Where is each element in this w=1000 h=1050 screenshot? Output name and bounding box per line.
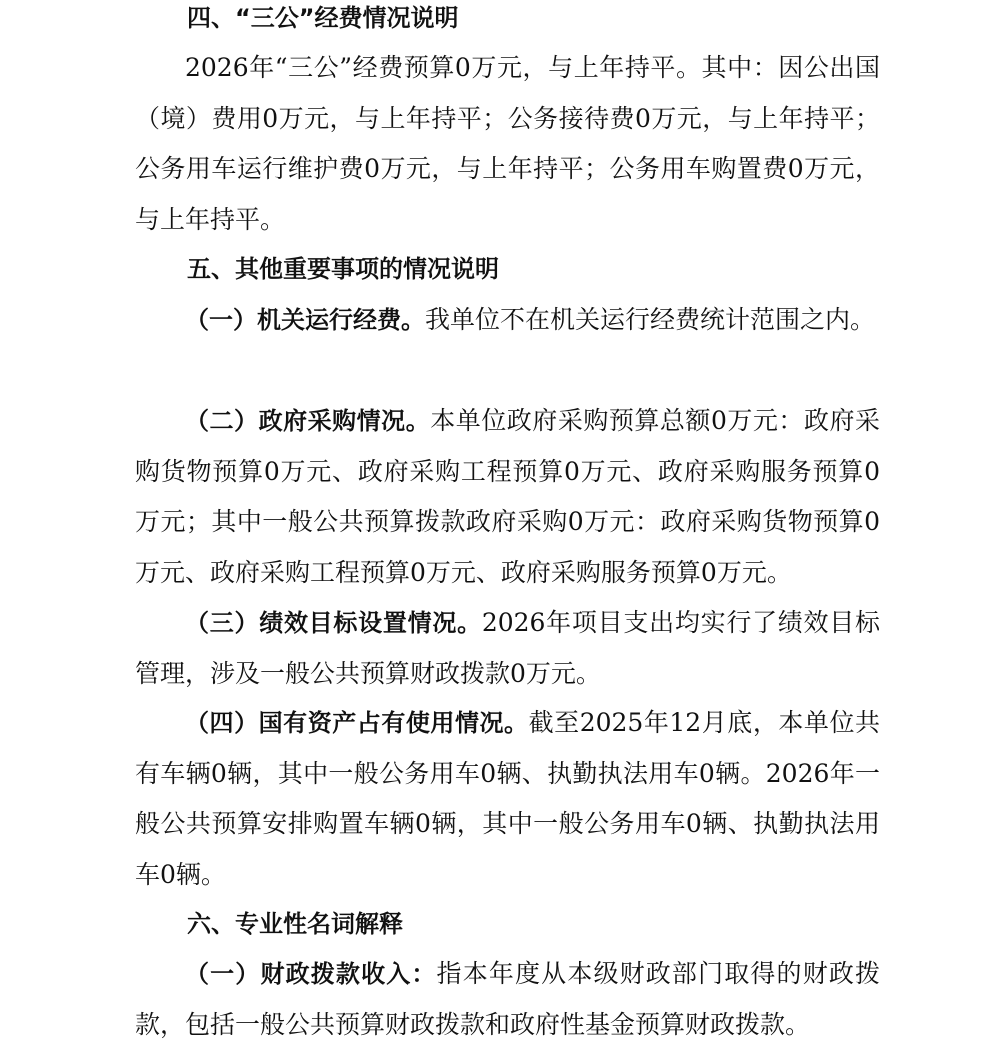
item-government-procurement [135, 396, 880, 598]
item-fiscal-appropriation-income [135, 949, 880, 1050]
item-fiscal-appropriation-income-title: （一）财政拨款收入： [185, 960, 437, 988]
item-government-procurement-text: 本单位政府采购预算总额0万元：政府采购货物预算0万元、政府采购工程预算0万元、政府采购服务预算0万元；其中一般公共预算拨款政府采购0万元：政府采购货物预算0万元、政府采购工程预算0万元、政府采购服务预算0万元。 [135, 406, 880, 587]
section-4-heading: 四、“三公”经费情况说明 [187, 4, 459, 32]
section-5-heading: 五、其他重要事项的情况说明 [187, 255, 499, 283]
item-performance-targets-text: 2026年项目支出均实行了绩效目标管理，涉及一般公共预算财政拨款0万元。 [135, 608, 881, 688]
item-fiscal-appropriation-income-text: 指本年度从本级财政部门取得的财政拨款，包括一般公共预算财政拨款和政府性基金预算财政拨款。 [135, 959, 881, 1039]
item-operating-expenses [135, 295, 880, 346]
item-performance-targets-title: （三）绩效目标设置情况。 [185, 609, 482, 637]
item-state-assets-text: 截至2025年12月底，本单位共有车辆0辆，其中一般公务用车0辆、执勤执法用车0辆。2026年一般公共预算安排购置车辆0辆，其中一般公务用车0辆、执勤执法用车0辆。 [135, 708, 881, 889]
item-state-assets-title: （四）国有资产占有使用情况。 [185, 709, 529, 737]
item-operating-expenses-text: 我单位不在机关运行经费统计范围之内。 [425, 305, 876, 334]
section-6-heading: 六、专业性名词解释 [187, 910, 403, 938]
item-performance-targets [135, 598, 880, 699]
item-state-assets [135, 698, 880, 900]
item-government-procurement-title: （二）政府采购情况。 [185, 407, 431, 435]
section-4-body: 2026年“三公”经费预算0万元，与上年持平。其中：因公出国（境）费用0万元，与上年持平；公务接待费0万元，与上年持平；公务用车运行维护费0万元，与上年持平；公务用车购置费0万元，与上年持平。 [135, 53, 880, 234]
item-operating-expenses-title: （一）机关运行经费。 [185, 306, 425, 334]
